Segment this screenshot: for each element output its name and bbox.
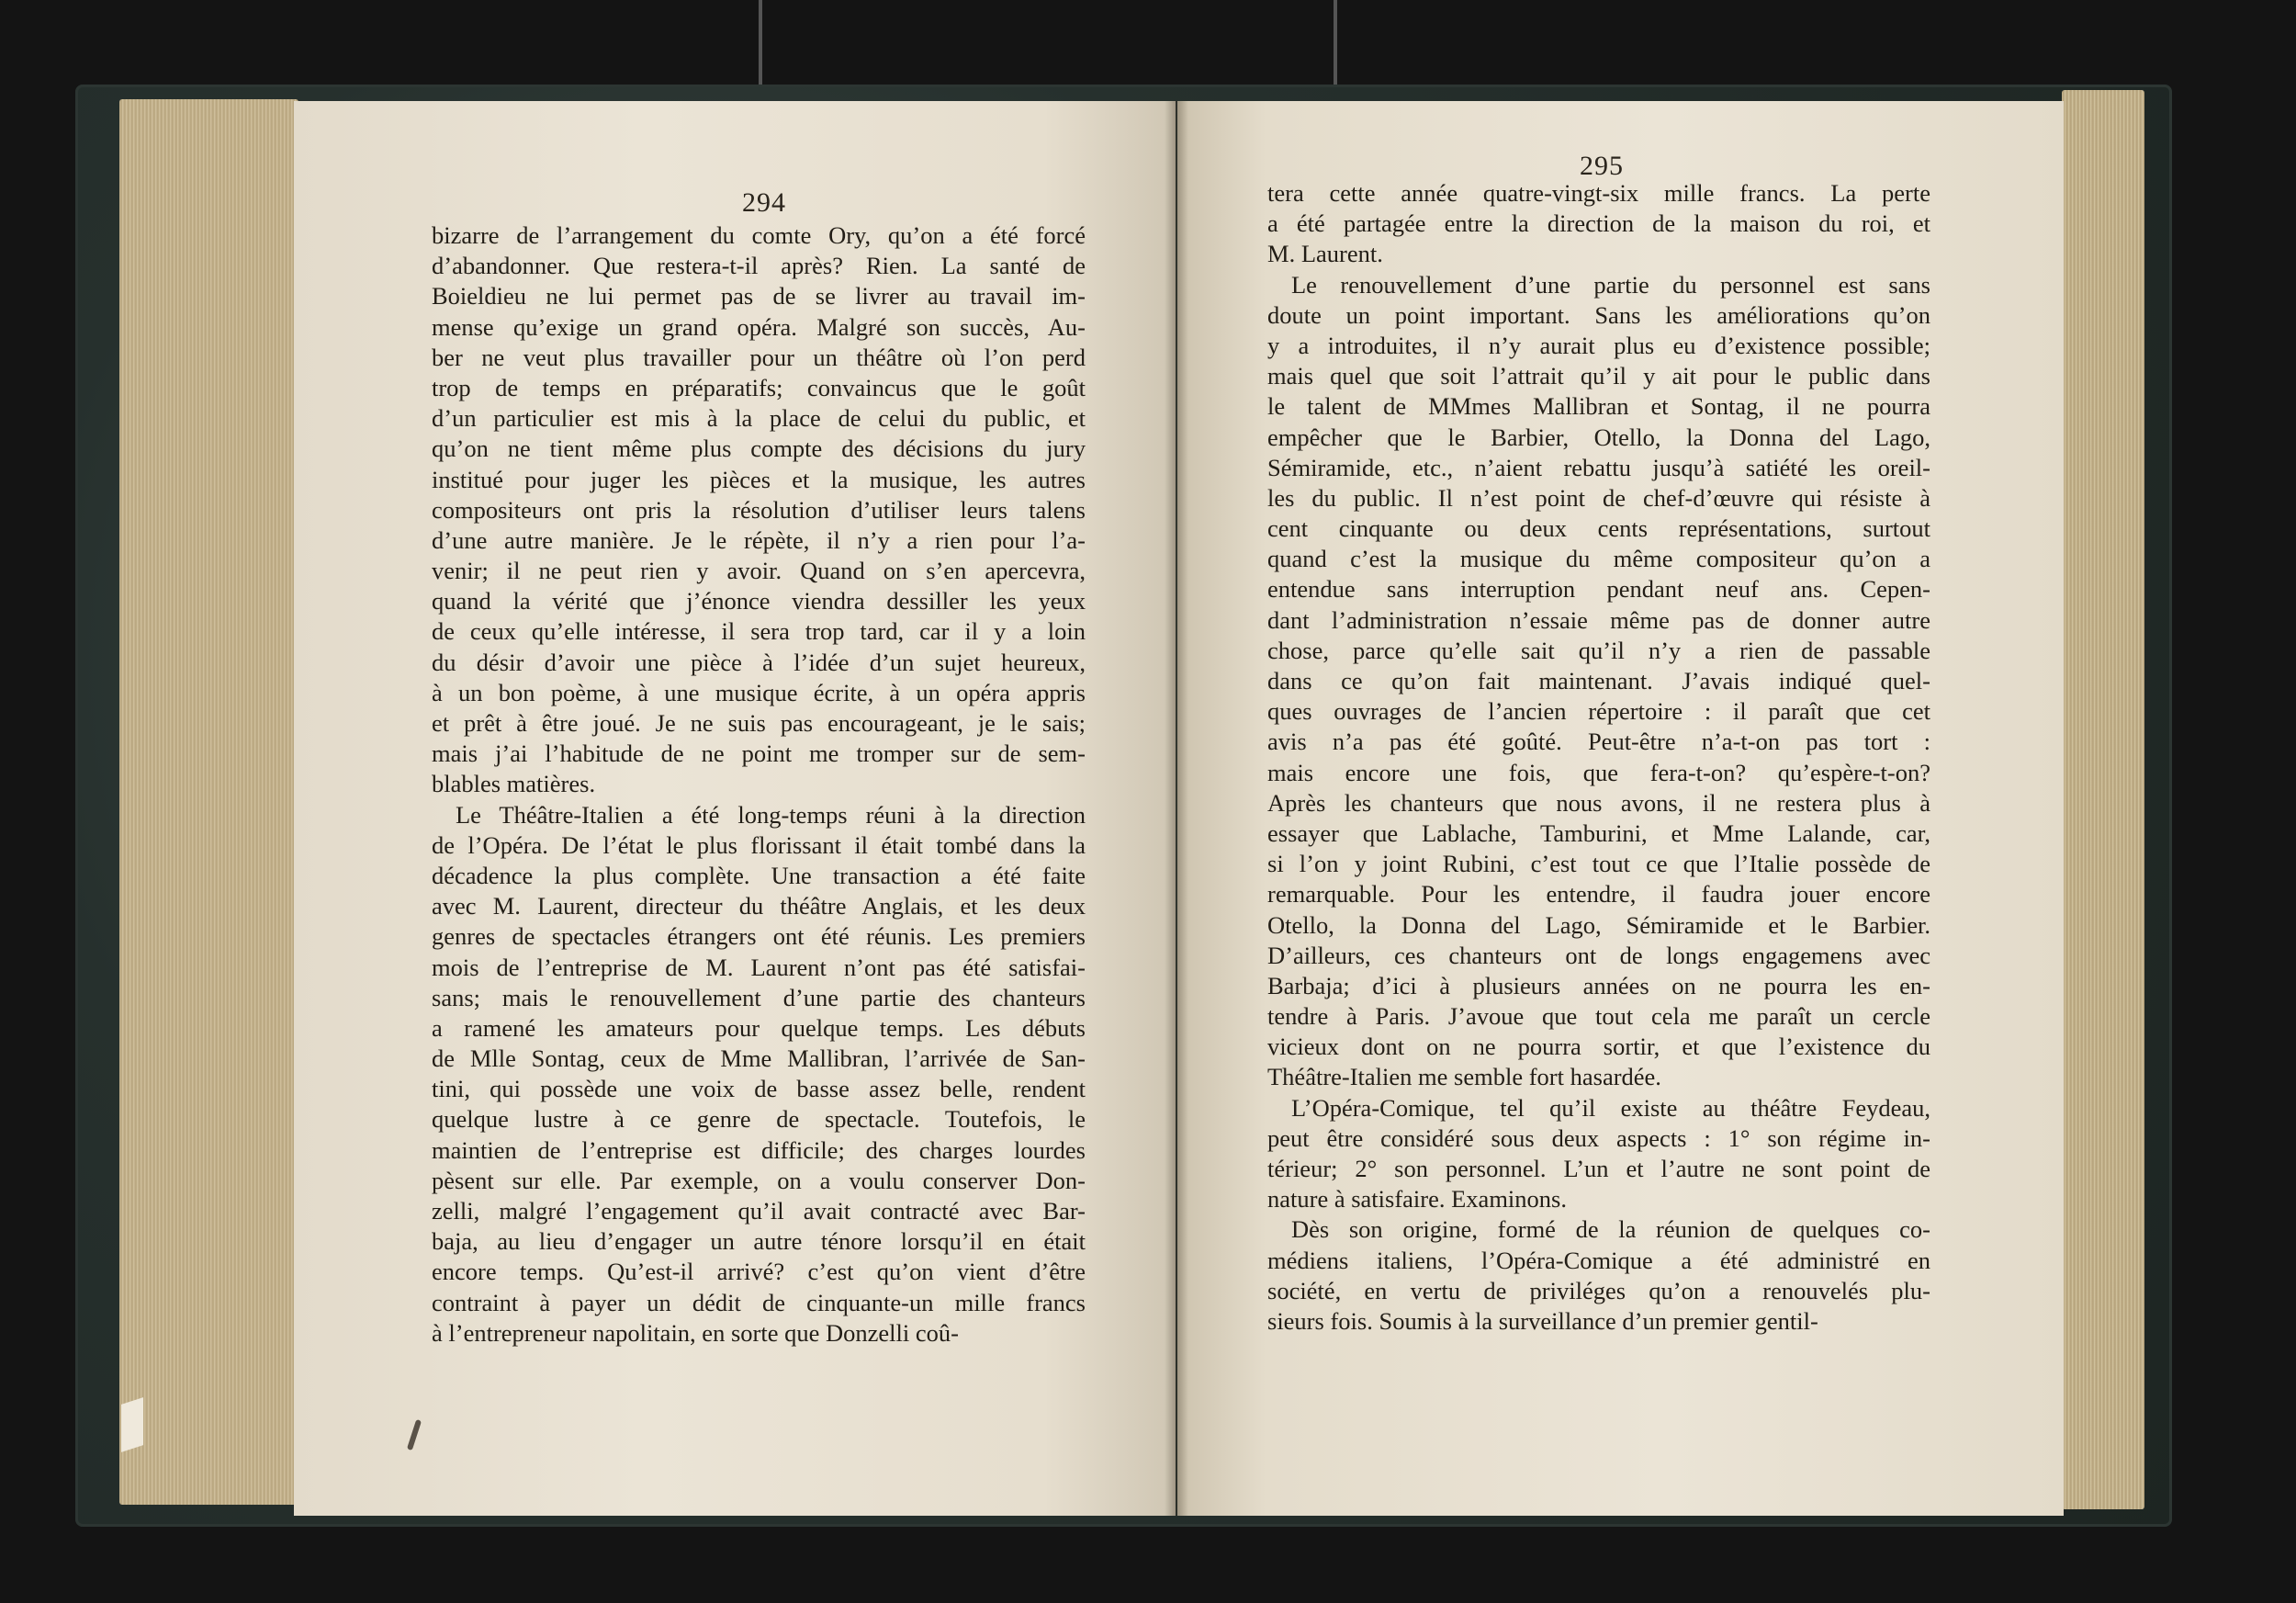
text-line: contraint à payer un dédit de cinquante-un mille francs [432, 1288, 1086, 1316]
text-line: à l’entrepreneur napolitain, en sorte que Donzelli coû- [432, 1318, 959, 1347]
text-line: de ceux qu’elle intéresse, il sera trop tard, car il y a loin [432, 617, 1086, 646]
text-line: genres de spectacles étrangers ont été réunis. Les premiers [432, 922, 1086, 951]
text-line: tini, qui possède une voix de basse assez belle, rendent [432, 1075, 1086, 1103]
text-line: mense qu’exige un grand opéra. Malgré son succès, Au- [432, 312, 1086, 341]
text-line: à un bon poème, à une musique écrite, à un opéra appris [432, 678, 1086, 706]
text-line: dant l’administration n’essaie même pas de donner autre [1267, 605, 1930, 634]
text-line: D’ailleurs, ces chanteurs ont de longs engagemens avec [1267, 941, 1930, 969]
text-line: dans ce qu’on fait maintenant. J’avais indiqué quel- [1267, 667, 1930, 694]
text-line: chose, parce qu’elle sait qu’il n’y a rien de passable [1267, 636, 1930, 664]
text-line: institué pour juger les pièces et la musique, les autres [432, 465, 1086, 493]
text-line: empêcher que le Barbier, Otello, la Donna del Lago, [1267, 423, 1930, 451]
text-line: nature à satisfaire. Examinons. [1267, 1185, 1567, 1214]
text-line: blables matières. [432, 770, 596, 798]
text-line: quelque lustre à ce genre de spectacle. Toutefois, le [432, 1105, 1086, 1134]
text-line: qu’on ne tient même plus compte des décisions du jury [432, 435, 1086, 463]
text-line: Boieldieu ne lui permet pas de se livrer au travail im- [432, 282, 1086, 310]
text-line: Théâtre-Italien me semble fort hasardée. [1267, 1063, 1661, 1091]
text-line: zelli, malgré l’engagement qu’il avait contracté avec Bar- [432, 1197, 1086, 1225]
text-line: Barbaja; d’ici à plusieurs années on ne pourra les en- [1267, 971, 1930, 999]
text-line: cent cinquante ou deux cents représentations, surtout [1267, 514, 1930, 543]
text-line: maintien de l’entreprise est difficile; des charges lourdes [432, 1135, 1086, 1164]
page-number-left: 294 [742, 187, 786, 218]
text-line: venir; il ne peut rien y avoir. Quand on s’en apercevra, [432, 557, 1086, 585]
text-line: bizarre de l’arrangement du comte Ory, qu’on a été forcé [432, 221, 1086, 249]
text-line: d’abandonner. Que restera-t-il après? Rien. La santé de [432, 252, 1086, 280]
text-line: médiens italiens, l’Opéra-Comique a été administré en [1267, 1246, 1930, 1274]
text-line: térieur; 2° son personnel. L’un et l’autre ne sont point de [1267, 1155, 1930, 1182]
text-line: mais j’ai l’habitude de ne point me tromper sur de sem- [432, 739, 1086, 768]
text-line: du désir d’avoir une pièce à l’idée d’un sujet heureux, [432, 648, 1086, 676]
text-line: sieurs fois. Soumis à la surveillance d’un premier gentil- [1267, 1306, 1818, 1335]
text-line: mais quel que soit l’attrait qu’il y ait pour le public dans [1267, 362, 1930, 390]
text-line: tera cette année quatre-vingt-six mille francs. La perte [1267, 179, 1930, 207]
text-line: mois de l’entreprise de M. Laurent n’ont pas été satisfai- [432, 953, 1086, 981]
text-line: quand c’est la musique du même compositeur qu’on a [1267, 545, 1930, 573]
text-line: Le renouvellement d’une partie du personnel est sans [1291, 270, 1930, 299]
text-line: a été partagée entre la direction de la maison du roi, et [1267, 209, 1930, 238]
text-line: baja, au lieu d’engager un autre ténore lorsqu’il en était [432, 1227, 1086, 1256]
text-line: peut être considéré sous deux aspects : 1° son régime in- [1267, 1123, 1930, 1152]
text-line: et prêt à être joué. Je ne suis pas encourageant, je le sais; [432, 709, 1086, 737]
text-line: Le Théâtre-Italien a été long-temps réuni à la direction [456, 800, 1086, 829]
text-line: de Mlle Sontag, ceux de Mme Mallibran, l’arrivée de San- [432, 1044, 1086, 1073]
text-line: avis n’a pas été goûté. Peut-être n’a-t-on pas tort : [1267, 728, 1930, 756]
text-line: doute un point important. Sans les améliorations qu’on [1267, 300, 1930, 329]
book-gutter [1165, 101, 1188, 1516]
text-line: Sémiramide, etc., n’aient rebattu jusqu’à satiété les oreil- [1267, 453, 1930, 481]
text-line: avec M. Laurent, directeur du théâtre Anglais, et les deux [432, 892, 1086, 920]
text-line: Dès son origine, formé de la réunion de quelques co- [1291, 1215, 1930, 1244]
text-line: entendue sans interruption pendant neuf ans. Cepen- [1267, 575, 1930, 604]
text-line: les du public. Il n’est point de chef-d’œuvre qui résiste à [1267, 483, 1930, 512]
text-line: L’Opéra-Comique, tel qu’il existe au théâtre Feydeau, [1291, 1093, 1930, 1122]
text-line: trop de temps en préparatifs; convaincus que le goût [432, 373, 1086, 401]
text-line: remarquable. Pour les entendre, il faudra jouer encore [1267, 880, 1930, 909]
right-page-edges [2062, 90, 2144, 1509]
text-line: si l’on y joint Rubini, c’est tout ce que l’Italie possède de [1267, 850, 1930, 878]
text-line: a ramené les amateurs pour quelque temps. Les débuts [432, 1013, 1086, 1042]
text-line: mais encore une fois, que fera-t-on? qu’espère-t-on? [1267, 758, 1930, 786]
text-line: Otello, la Donna del Lago, Sémiramide et le Barbier. [1267, 910, 1930, 939]
text-line: y a introduites, il n’y aurait plus eu d’existence possible; [1267, 331, 1930, 359]
right-page-text [1267, 178, 1930, 1337]
text-line: d’un particulier est mis à la place de celui du public, et [432, 404, 1086, 433]
text-line: ber ne veut plus travailler pour un théâtre où l’on perd [432, 343, 1086, 371]
text-line: d’une autre manière. Je le répète, il n’y a rien pour l’a- [432, 525, 1086, 554]
text-line: encore temps. Qu’est-il arrivé? c’est qu’on vient d’être [432, 1258, 1086, 1286]
left-page-edges [119, 99, 298, 1505]
text-line: quand la vérité que j’énonce viendra dessiller les yeux [432, 587, 1086, 615]
text-line: pèsent sur elle. Par exemple, on a voulu conserver Don- [432, 1166, 1086, 1194]
text-line: décadence la plus complète. Une transaction a été faite [432, 861, 1086, 889]
text-line: ques ouvrages de l’ancien répertoire : il paraît que cet [1267, 697, 1930, 726]
left-page-text [432, 220, 1086, 1349]
text-line: le talent de MMmes Mallibran et Sontag, il ne pourra [1267, 392, 1930, 421]
text-line: compositeurs ont pris la résolution d’utiliser leurs talens [432, 495, 1086, 524]
text-line: tendre à Paris. J’avoue que tout cela me paraît un cercle [1267, 1002, 1930, 1031]
text-line: de l’Opéra. De l’état le plus florissant il était tombé dans la [432, 830, 1086, 859]
text-line: sans; mais le renouvellement d’une partie des chanteurs [432, 983, 1086, 1011]
text-line: Après les chanteurs que nous avons, il ne restera plus à [1267, 788, 1930, 817]
text-line: M. Laurent. [1267, 240, 1383, 268]
paper-tab [121, 1397, 143, 1452]
text-line: essayer que Lablache, Tamburini, et Mme Lalande, car, [1267, 818, 1930, 847]
text-line: vicieux dont on ne pourra sortir, et que l’existence du [1267, 1033, 1930, 1061]
page-number-right: 295 [1580, 151, 1624, 181]
text-line: société, en vertu de priviléges qu’on a renouvelés plu- [1267, 1276, 1930, 1304]
